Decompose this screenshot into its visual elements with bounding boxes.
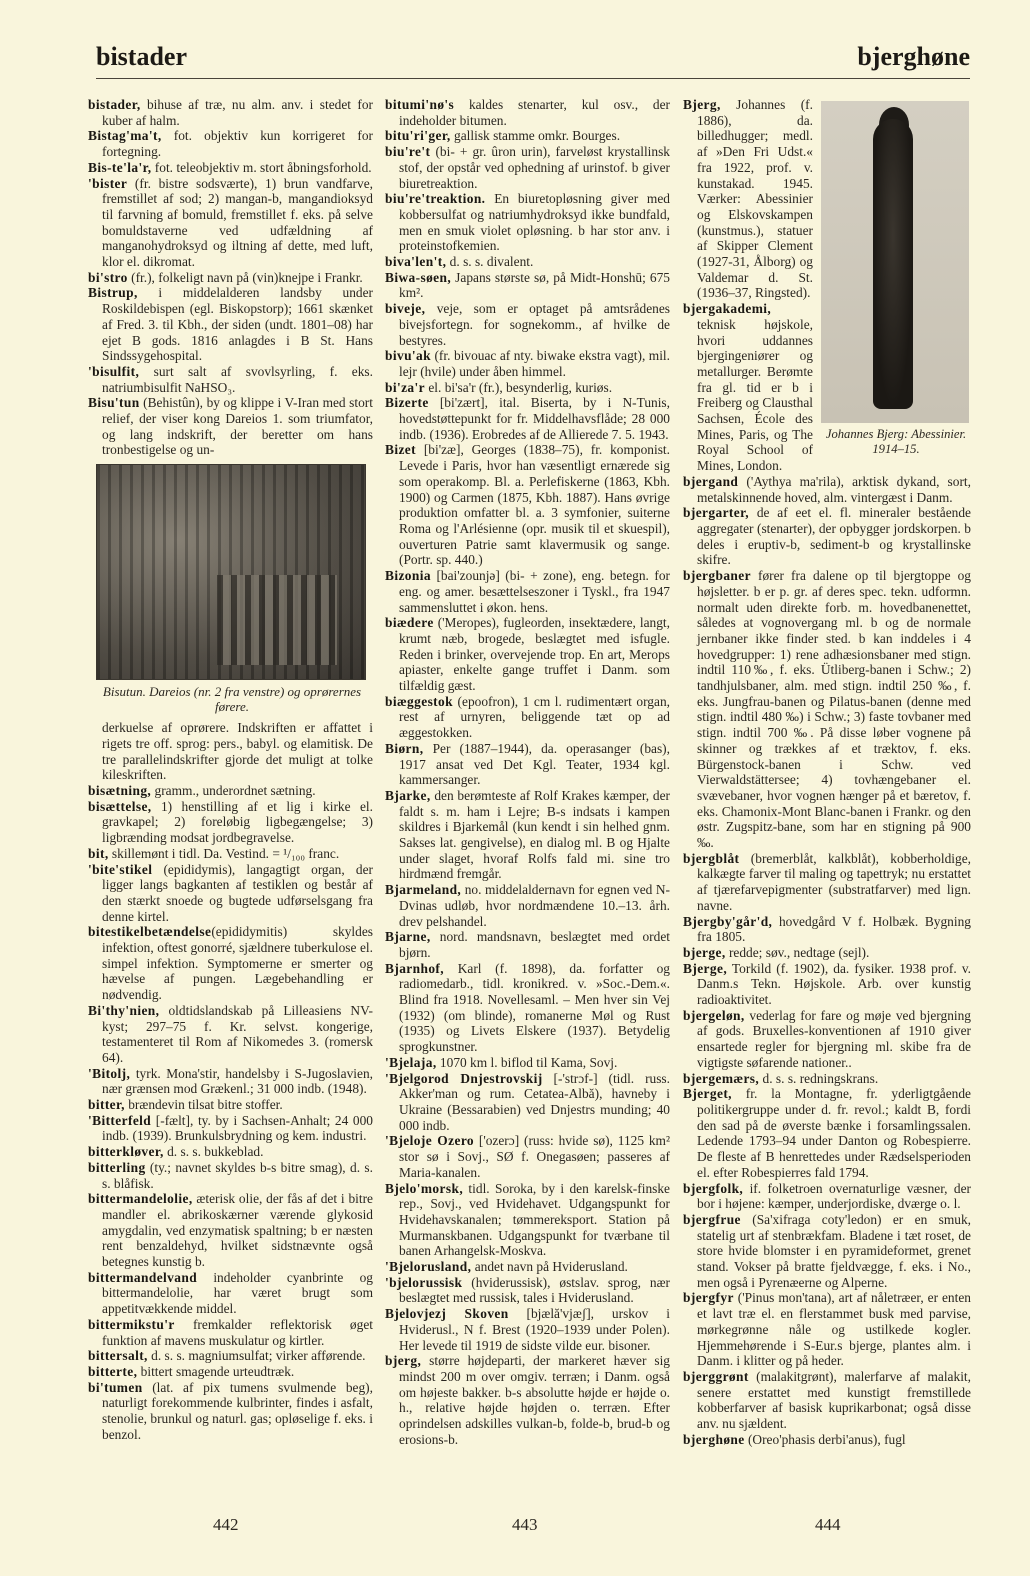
definition: [-'strɔf-] (tidl. russ. Akker'man og rum. Cetatea-Albă), havneby i Ukraine (Bessarabien) ved Dnjestrs munding; 40 000 indb. bbox=[399, 1070, 670, 1133]
dictionary-entry bbox=[385, 1353, 670, 1447]
dictionary-entry bbox=[88, 176, 373, 270]
dictionary-entry bbox=[88, 395, 373, 458]
headword: Bisu'tun bbox=[88, 395, 140, 411]
dictionary-entry bbox=[683, 505, 971, 568]
dictionary-entry bbox=[88, 862, 373, 925]
headword: bjerge, bbox=[683, 944, 726, 960]
running-head bbox=[96, 38, 970, 79]
definition: nord. mandsnavn, beslægtet med ordet bjørn. bbox=[399, 929, 670, 960]
running-head-right: bjerghøne bbox=[857, 42, 970, 71]
definition: (bi- + gr. ûron urin), farveløst krystallinsk stof, der opstår ved ophedning af urinstof. b giver biuretreaktion. bbox=[399, 144, 670, 191]
figure-caption: Johannes Bjerg: Abessinier. 1914–15. bbox=[825, 427, 967, 456]
dictionary-entry bbox=[88, 1317, 373, 1348]
headword: bi'tumen bbox=[88, 1379, 143, 1395]
headword: Bizerte bbox=[385, 395, 429, 411]
definition: fremkalder reflektorisk øget funktion af mavens muskulatur og kirtler. bbox=[102, 1316, 373, 1348]
headword: biu're'treaktion. bbox=[385, 191, 486, 207]
headword: Bjerg, bbox=[683, 97, 721, 112]
headword: bit, bbox=[88, 845, 109, 861]
headword: bjergbaner bbox=[683, 568, 751, 584]
dictionary-entry bbox=[88, 1364, 373, 1380]
headword: bjergfolk, bbox=[683, 1180, 744, 1196]
definition: gallisk stamme omkr. Bourges. bbox=[450, 128, 621, 144]
headword: Bjergby'går'd, bbox=[683, 913, 773, 929]
dictionary-entry bbox=[683, 1181, 971, 1212]
column-444 bbox=[683, 97, 971, 1447]
headword: bitterling bbox=[88, 1159, 146, 1175]
definition: En biuretopløsning giver med kobbersulfat og natriumhydroksyd ikke bundfald, men en smuk violet opløsning. b har stor anv. i proteinstofkemien. bbox=[399, 191, 670, 254]
headword: Bjerge, bbox=[683, 960, 728, 976]
definition: 1) henstilling af et lig i kirke el. gravkapel; 2) foreløbig ligbegængelse; 3) ligbrænding modsat jordbegravelse. bbox=[102, 798, 373, 846]
definition: d. s. s. divalent. bbox=[446, 254, 534, 270]
headword: 'Bjelaja, bbox=[385, 1054, 437, 1070]
dictionary-entry bbox=[385, 568, 670, 615]
dictionary-entry bbox=[385, 1275, 670, 1306]
definition: Japans største sø, på Midt-Honshū; 675 km². bbox=[399, 269, 670, 301]
headword: bjerghøne bbox=[683, 1431, 745, 1447]
headword: bitterte, bbox=[88, 1364, 138, 1379]
dictionary-entry bbox=[385, 395, 670, 442]
headword: bi'za'r bbox=[385, 379, 425, 395]
page-number-444: 444 bbox=[815, 1515, 841, 1534]
headword: bi'stro bbox=[88, 269, 128, 285]
headword: biu're't bbox=[385, 144, 431, 160]
headword: bjergemærs, bbox=[683, 1070, 760, 1086]
headword: bjergfyr bbox=[683, 1290, 734, 1306]
definition: Torkild (f. 1902), da. fysiker. 1938 prof. v. Danm.s Tekn. Højskole. Arb. over kunstig radioaktivitet. bbox=[697, 960, 971, 1008]
definition: ('Aythya ma'rila), arktisk dykand, sort, metalskinnende hoved, alm. vintergæst i Danm. bbox=[697, 473, 971, 505]
dictionary-entry bbox=[88, 1270, 373, 1317]
definition: skillemønt i tidl. Da. Vestind. = ¹/₁₀₀ franc. bbox=[108, 845, 340, 861]
definition: ('Meropes), fugleorden, insektædere, langt, krumt næb, brogede, beslægtet med isfugle. Reden i brinker, overvejende trop. En art, Merops apiaster, enkelte gange truffet i Danm. som tilfældig gæst. bbox=[399, 615, 670, 694]
dictionary-entry bbox=[385, 301, 670, 348]
headword: bjergakademi, bbox=[683, 301, 772, 317]
figure-caption: Bisutun. Dareios (nr. 2 fra venstre) og oprørernes førere. bbox=[102, 684, 362, 715]
dictionary-entry bbox=[88, 364, 373, 395]
headword: bisætning, bbox=[88, 782, 152, 798]
entries-after-figure bbox=[88, 783, 373, 1443]
dictionary-entry bbox=[88, 783, 373, 799]
dictionary-entry bbox=[88, 1097, 373, 1113]
headword: Bjelo'morsk, bbox=[385, 1180, 464, 1196]
dictionary-entry bbox=[88, 97, 373, 128]
definition: ('Pinus mon'tana), art af nåletræer, er enten et lavt træ el. en flerstammet busk med parvise, mørkegrønne nåle og ustilkede kogler. Hjemmehørende i S-Eur.s bjerge, plantes alm. i Danm. i klitter og på heder. bbox=[697, 1290, 971, 1369]
page-number-442: 442 bbox=[213, 1515, 239, 1534]
headword: Bis-te'la'r, bbox=[88, 159, 152, 175]
definition: brændevin tilsat bitre stoffer. bbox=[124, 1097, 283, 1113]
dictionary-entry bbox=[385, 1306, 670, 1353]
headword: Bjerget, bbox=[683, 1086, 732, 1102]
definition: større højdeparti, der markeret hæver sig mindst 200 m over omgiv. terræn; i Danm. også om højeste bakker. b-s absolutte højde er højde o. h., relative højde højden o. terræn. Efter oprindelsen adskilles vulkan-b, folde-b, brud-b og erosions-b. bbox=[399, 1353, 670, 1447]
definition: Karl (f. 1898), da. forfatter og radiomedarb., tidl. kronikred. v. »Soc.-Dem.«. Blind fra 1918. Novellesaml. – Men hver sin Vej (1932) (om blinde), romanerne Møl og Rust (1935) og Livets Elskere (1937). Betydelig sprogkunstner. bbox=[399, 960, 670, 1055]
headword: Bjarnhof, bbox=[385, 960, 445, 976]
definition: ['ozerɔ] (russ: hvide sø), 1125 km² stor sø i Sovj., SØ f. Onegasøen; passeres af Maria-kanalen. bbox=[399, 1133, 670, 1180]
definition: vederlag for fare og møje ved bjergning af gods. Bruxelles-konventionen af 1910 giver ensartede regler for bjergning ml. skibe fra de vigtigste søfarende nationer.. bbox=[697, 1007, 971, 1070]
definition: (epididymitis) skyldes infektion, oftest gonorré, sjældnere tuberkulose el. simpel infektion. Symptomerne er smerter og hævelse af pungen. Lægebehandling er nødvendig. bbox=[102, 924, 373, 1003]
dictionary-entry bbox=[88, 1003, 373, 1066]
headword: 'Bjeloje Ozero bbox=[385, 1133, 475, 1149]
dictionary-entry bbox=[683, 1086, 971, 1180]
definition: fot. teleobjektiv m. stort åbningsforhold. bbox=[151, 159, 372, 175]
definition: tidl. Soroka, by i den karelsk-finske rep., Sovj., ved Hvidehavet. Udgangspunkt for Hvidehavskanalen; tømmereksport. Station på Murmanskbanen. Udgangspunkt for tværbane til banen Arhangelsk-Moskva. bbox=[399, 1180, 670, 1259]
headword: bjergand bbox=[683, 473, 739, 489]
dictionary-entry bbox=[88, 799, 373, 846]
dictionary-entry bbox=[88, 846, 373, 862]
definition: bihuse af træ, nu alm. anv. i stedet for kuber af halm. bbox=[102, 97, 373, 128]
entries-before-figure bbox=[88, 97, 373, 458]
definition: i middelalderen landsby under Roskildebispen (egl. Biskopstorp); 1661 skænket af Fred. 3. til Kbh., der siden (undt. 1801–08) har ejet B gods. 1816 anlagdes i B St. Hans Sindssygehospital. bbox=[102, 285, 373, 364]
headword: Biwa-søen, bbox=[385, 269, 452, 285]
dictionary-entry bbox=[385, 788, 670, 882]
definition: indeholder cyanbrinte og bittermandelolie, har været brugt som appetitvækkende middel. bbox=[102, 1269, 373, 1317]
definition: de af eet el. fl. mineraler bestående aggregater (stenarter), der opbygger jordskorpen. b deles i eruptiv-b, sediment-b og krystallinske skifre. bbox=[697, 505, 971, 568]
definition: veje, som er optaget på amtsrådenes bivejsfortegn. for sognekomm., af hvilke de bestyres. bbox=[399, 301, 670, 348]
dictionary-entry bbox=[385, 961, 670, 1055]
definition: (bremerblåt, kalkblåt), kobberholdige, kalkægte farver til maling og tapettryk; nu erstattet af tjærefarvepigmenter (substratfarver) med lign. navne. bbox=[697, 850, 971, 913]
dictionary-entry bbox=[385, 144, 670, 191]
definition: (Behistûn), by og klippe i V-Iran med stort relief, der viser kong Dareios 1. som triumfator, og lang indskrift, der beretter om hans tronbestigelse og un- bbox=[102, 395, 373, 458]
dictionary-entry bbox=[683, 961, 971, 1008]
continuation-text: derkuelse af oprørere. Indskriften er affattet i rigets tre off. sprog: pers., babyl. og elamitisk. De tre parallelindskrifter gjorde det muligt at tolke kileskriften. bbox=[102, 720, 373, 783]
headword: biæggestok bbox=[385, 693, 453, 709]
definition: (fr.), folkeligt navn på (vin)knejpe i Frankr. bbox=[127, 269, 363, 285]
headword: bitter, bbox=[88, 1097, 125, 1113]
definition: (malakitgrønt), malerfarve af malakit, senere erstattet med kunstigt fremstillede kobberfarver af basisk kuprikarbonat; også disse anv. nu sjældent. bbox=[697, 1368, 971, 1432]
definition: bittert smagende urteudtræk. bbox=[137, 1364, 295, 1379]
definition: [bjælă'vjæʃ], urskov i Hviderusl., N f. Brest (1920–1939 under Polen). Her levede til 1919 de sidste vilde eur. bisoner. bbox=[399, 1306, 670, 1353]
headword: bitterkløver, bbox=[88, 1144, 164, 1160]
definition: Per (1887–1944), da. operasanger (bas), 1917 ansat ved Det Kgl. Teater, 1934 kgl. kammersanger. bbox=[399, 740, 670, 788]
definition: [bi'zæ], Georges (1838–75), fr. komponist. Levede i Paris, hvor han væsentligt ernærede sig som operakomp. Bl. a. Perlefiskerne (1863, Kbh. 1900) og Carmen (1875, Kbh. 1887). Hans øvrige produktion omfatter bl. a. 3 symfonier, suiterne Roma og l'Arlésienne (opr. musik til et skuespil), ouverturen Patrie samt klavermusik og sange. (Portr. sp. 440.) bbox=[399, 442, 670, 568]
headword: bittermandelolie, bbox=[88, 1191, 193, 1207]
definition: (fr. bistre sodsværte), 1) brun vandfarve, fremstillet af sod; 2) mangan-b, mangandioksyd til farvning af bomuld, fremstillet f. eks. på selve bomuldstaverne ved udfældning af manganohydroksyd og iltning af dette, med luft, klor el. dikromat. bbox=[102, 175, 373, 270]
dictionary-entry bbox=[683, 1369, 971, 1432]
definition: 1070 km l. biflod til Kama, Sovj. bbox=[436, 1054, 618, 1070]
definition: d. s. s. magniumsulfat; virker afførende. bbox=[147, 1348, 366, 1364]
headword: 'bjelorussisk bbox=[385, 1274, 463, 1290]
dictionary-entry bbox=[683, 568, 971, 851]
headword: 'Bjelgorod Dnjestrovskij bbox=[385, 1070, 543, 1086]
definition: el. bi'sa'r (fr.), besynderlig, kuriøs. bbox=[425, 379, 613, 395]
dictionary-entry bbox=[88, 270, 373, 286]
definition: (epoofron), 1 cm l. rudimentært organ, rest af urnyren, beliggende tæt op ad æggestokken. bbox=[399, 693, 670, 741]
dictionary-entry bbox=[385, 442, 670, 568]
dictionary-entry bbox=[385, 741, 670, 788]
figure-bjerg-statue bbox=[821, 101, 971, 457]
dictionary-entry bbox=[385, 615, 670, 694]
definition: d. s. s. bukkeblad. bbox=[163, 1144, 264, 1160]
headword: bjergblåt bbox=[683, 850, 740, 866]
headword: bittersalt, bbox=[88, 1348, 148, 1364]
dictionary-entry bbox=[385, 694, 670, 741]
dictionary-entry bbox=[683, 945, 971, 961]
dictionary-entry bbox=[385, 191, 670, 254]
headword: Bjarne, bbox=[385, 929, 431, 945]
dictionary-entry bbox=[88, 924, 373, 1003]
definition: kaldes stenarter, kul osv., der indeholder bitumen. bbox=[399, 97, 670, 128]
definition: (ty.; navnet skyldes b-s bitre smag), d. s. s. blåfisk. bbox=[102, 1159, 373, 1191]
headword: 'bister bbox=[88, 175, 128, 191]
definition: gramm., underordnet sætning. bbox=[151, 782, 316, 798]
column-443 bbox=[385, 97, 670, 1447]
dictionary-entry bbox=[385, 380, 670, 396]
definition: [bai'zounjə] (bi- + zone), eng. betegn. for eng. og amer. besættelseszoner i Tyskl., fra 1947 sammensluttet i økon. hens. bbox=[399, 568, 670, 615]
running-head-left: bistader bbox=[96, 42, 187, 71]
dictionary-entry bbox=[385, 348, 670, 379]
dictionary-entry bbox=[683, 1071, 971, 1087]
dictionary-entry bbox=[385, 1181, 670, 1260]
dictionary-entry bbox=[385, 254, 670, 270]
headword: bjergarter, bbox=[683, 505, 749, 521]
headword: biædere bbox=[385, 615, 434, 631]
dictionary-entry bbox=[385, 1133, 670, 1180]
definition: tyrk. Mona'stir, handelsby i S-Jugoslavien, nær grænsen mod Grækenl.; 31 000 indb. (1948). bbox=[102, 1065, 373, 1097]
definition: (hviderussisk), østslav. sprog, nær beslægtet med russisk, tales i Hviderusland. bbox=[399, 1274, 670, 1306]
definition: [bi'zært], ital. Biserta, by i N-Tunis, hovedstøttepunkt for fr. Middelhavsflåde; 28 000 indb. (1936). Erobredes af de Allierede 7. 5. 1943. bbox=[399, 395, 670, 442]
dictionary-entry bbox=[385, 128, 670, 144]
headword: bjergeløn, bbox=[683, 1007, 745, 1023]
dictionary-entry bbox=[683, 474, 971, 505]
dictionary-entry bbox=[88, 1160, 373, 1191]
headword: bjergfrue bbox=[683, 1211, 741, 1227]
dictionary-entry bbox=[88, 1113, 373, 1144]
dictionary-entry bbox=[385, 1055, 670, 1071]
headword: bittermikstu'r bbox=[88, 1316, 175, 1332]
definition: surt salt af svovlsyrling, f. eks. natriumbisulfit NaHSO₃. bbox=[102, 363, 373, 395]
dictionary-entry bbox=[88, 1144, 373, 1160]
definition: (Sa'xifraga coty'ledon) er en smuk, statelig urt af stenbrækfam. Bladene i tæt roset, de store hvide blomster i en pyramideformet, grenet stand. Vokser på bratte fjeldvægge, f. eks. i No., men også i Pyrenæerne og Alperne. bbox=[697, 1211, 971, 1290]
dictionary-entry bbox=[88, 160, 373, 176]
headword: 'bisulfit, bbox=[88, 363, 140, 379]
headword: Bistag'ma't, bbox=[88, 128, 162, 144]
dictionary-entry bbox=[88, 1191, 373, 1270]
dictionary-entry bbox=[88, 1348, 373, 1364]
figure-bisutun bbox=[96, 464, 368, 714]
headword: Bizonia bbox=[385, 568, 431, 584]
definition: fører fra dalene op til bjergtoppe og højsletter. b er p. gr. af deres spec. tekn. udformn. normalt uden direkte forb. m. hovedbanenettet, således at vognovergang ml. b og de normale jernbaner ikke finder sted. b kan inddeles i 4 hovedgrupper: 1) rene adhæsionsbaner med stign. indtil 110‰, f. eks. Ütliberg-banen i Schw.; 2) tandhjulsbaner, alm. med stign. indtil 250 ‰, f. eks. Jungfrau-banen og Pilatus-banen (denne med stign. indtil 480 ‰) i Schw.; 3) faste tovbaner med stign. indtil 700 ‰. På disse løber vognene på skinner og trækkes af et træktov, f. eks. Bürgenstock-banen i Schw. ved Vierwaldstättersee; 4) tovhængebaner el. svævebaner, hvor vognen hænger på et bæretov, f. eks. Chamonix-Mont Blanc-banen i Frankr. og den østr. Zugspitz-bane, som har en stigning på 900 ‰. bbox=[697, 568, 971, 851]
headword: Bizet bbox=[385, 442, 416, 458]
bisutun-relief-photo bbox=[96, 464, 366, 680]
headword: Biørn, bbox=[385, 740, 424, 756]
entries bbox=[385, 97, 670, 1447]
dictionary-entry bbox=[385, 882, 670, 929]
dictionary-entry bbox=[385, 929, 670, 960]
dictionary-entry bbox=[683, 1008, 971, 1071]
definition: d. s. s. redningskrans. bbox=[759, 1070, 879, 1086]
dictionary-entry bbox=[385, 1071, 670, 1134]
dictionary-entry bbox=[88, 1066, 373, 1097]
definition: redde; søv., nedtage (sejl). bbox=[725, 944, 870, 960]
dictionary-entry bbox=[385, 1259, 670, 1275]
definition: (Oreo'phasis derbi'anus), fugl bbox=[744, 1431, 906, 1447]
definition: hovedgård V f. Holbæk. Bygning fra 1805. bbox=[697, 913, 971, 945]
definition: Johannes (f. 1886), da. billedhugger; medl. af »Den Fri Udst.« fra 1922, prof. v. kunstakad. 1945. Værker: Abessinier og Elskovskampen (kunstmus.), statuer af Skipper Clement (1927-31, Ålborg) og Valdemar d. St. (1936–37, Ringsted). bbox=[697, 97, 813, 301]
headword: Bjarmeland, bbox=[385, 882, 462, 898]
headword: Bjarke, bbox=[385, 787, 431, 803]
headword: Bjelovjezj Skoven bbox=[385, 1306, 509, 1322]
definition: fr. la Montagne, fr. yderligtgående politikergruppe under d. fr. revol.; kaldt B, fordi den sad på de øverste bænke i forsamlingssalen. Ledende 1793–94 under Danton og Robespierre. De fleste af B henrettedes under Rædselsperioden el. efter Robespierres fald 1794. bbox=[697, 1086, 971, 1180]
dictionary-entry bbox=[683, 1432, 971, 1448]
definition: no. middelaldernavn for egnen ved N-Dvinas udløb, hvor nordmændene 10.–13. årh. drev pelshandel. bbox=[399, 882, 670, 929]
statue-photo bbox=[821, 101, 969, 423]
headword: 'bite'stikel bbox=[88, 861, 153, 877]
headword: Bistrup, bbox=[88, 285, 138, 301]
headword: bitu'ri'ger, bbox=[385, 128, 451, 144]
dictionary-entry bbox=[385, 270, 670, 301]
column-442 bbox=[88, 97, 373, 1443]
headword: 'Bitolj, bbox=[88, 1065, 131, 1081]
definition: andet navn på Hviderusland. bbox=[471, 1259, 628, 1275]
headword: Bi'thy'nien, bbox=[88, 1002, 160, 1018]
definition: (fr. bivouac af nty. biwake ekstra vagt), mil. lejr (hvile) under åben himmel. bbox=[399, 348, 670, 379]
definition: oldtidslandskab på Lilleasiens NV-kyst; 297–75 f. Kr. selvst. kongerige, testamenteret til Rom af Nikomedes 3. (romersk 64). bbox=[102, 1002, 373, 1065]
headword: bivu'ak bbox=[385, 348, 431, 364]
dictionary-entry bbox=[88, 285, 373, 364]
headword: bitestikelbetændelse bbox=[88, 924, 212, 940]
definition: (lat. af pix tumens svulmende beg), naturligt forekommende kulbrinter, findes i asfalt, stenolie, brunkul og naturl. gas; opløselige f. eks. i benzol. bbox=[102, 1379, 373, 1442]
dictionary-entry bbox=[88, 128, 373, 159]
definition: if. folketroen overnaturlige væsner, der bor i højene: kæmper, underjordiske, dværge o. l. bbox=[697, 1180, 971, 1212]
headword: biva'len't, bbox=[385, 254, 447, 270]
dictionary-entry bbox=[683, 1212, 971, 1291]
dictionary-entry bbox=[88, 1380, 373, 1443]
definition: (epididymis), langagtigt organ, der ligger langs bagkanten af testiklen og består af den stærkt snoede og bugtede udførselsgang fra denne kirtel. bbox=[102, 861, 373, 924]
headword: bitumi'nø's bbox=[385, 97, 455, 112]
dictionary-entry bbox=[683, 851, 971, 914]
definition: teknisk højskole, hvori uddannes bjergingeniører og metallurger. Berømte fra gl. tid er b i Freiberg og Clausthal Sachsen, École des Mines, Paris, og The Royal School of Mines, London. bbox=[697, 316, 813, 474]
definition: [-fælt], ty. by i Sachsen-Anhalt; 24 000 indb. (1939). Brunkulsbrydning og kem. industri. bbox=[102, 1112, 373, 1144]
definition: æterisk olie, der fås af det i bitre mandler el. abrikoskærner værende glykosid amygdalin, ved enzymatisk spaltning; b er næsten rent benzaldehyd, hvilket sidstnævnte også betegnes kunstig b. bbox=[102, 1191, 373, 1270]
headword: bisættelse, bbox=[88, 798, 152, 814]
headword: biveje, bbox=[385, 301, 426, 317]
headword: bjerg, bbox=[385, 1353, 422, 1369]
headword: bistader, bbox=[88, 97, 141, 112]
definition: den berømteste af Rolf Krakes kæmper, der faldt s. m. ham i Lejre; B-s indsats i kampen skildres i Bjarkemål (kun kendt i sin helhed gnm. Sakses lat. gengivelse), en dialog ml. B og Hjalte under slaget, hvoraf Rolfs fald mi. sine tro hirdmænd fremgår. bbox=[399, 787, 670, 882]
dictionary-entry bbox=[385, 97, 670, 128]
definition: fot. objektiv kun korrigeret for fortegning. bbox=[102, 128, 373, 160]
dictionary-entry bbox=[683, 1290, 971, 1369]
headword: bittermandelvand bbox=[88, 1269, 198, 1285]
headword: bjerggrønt bbox=[683, 1368, 749, 1384]
page-number-443: 443 bbox=[512, 1515, 538, 1534]
headword: 'Bitterfeld bbox=[88, 1112, 152, 1128]
dictionary-entry bbox=[683, 914, 971, 945]
headword: 'Bjelorusland, bbox=[385, 1259, 472, 1275]
